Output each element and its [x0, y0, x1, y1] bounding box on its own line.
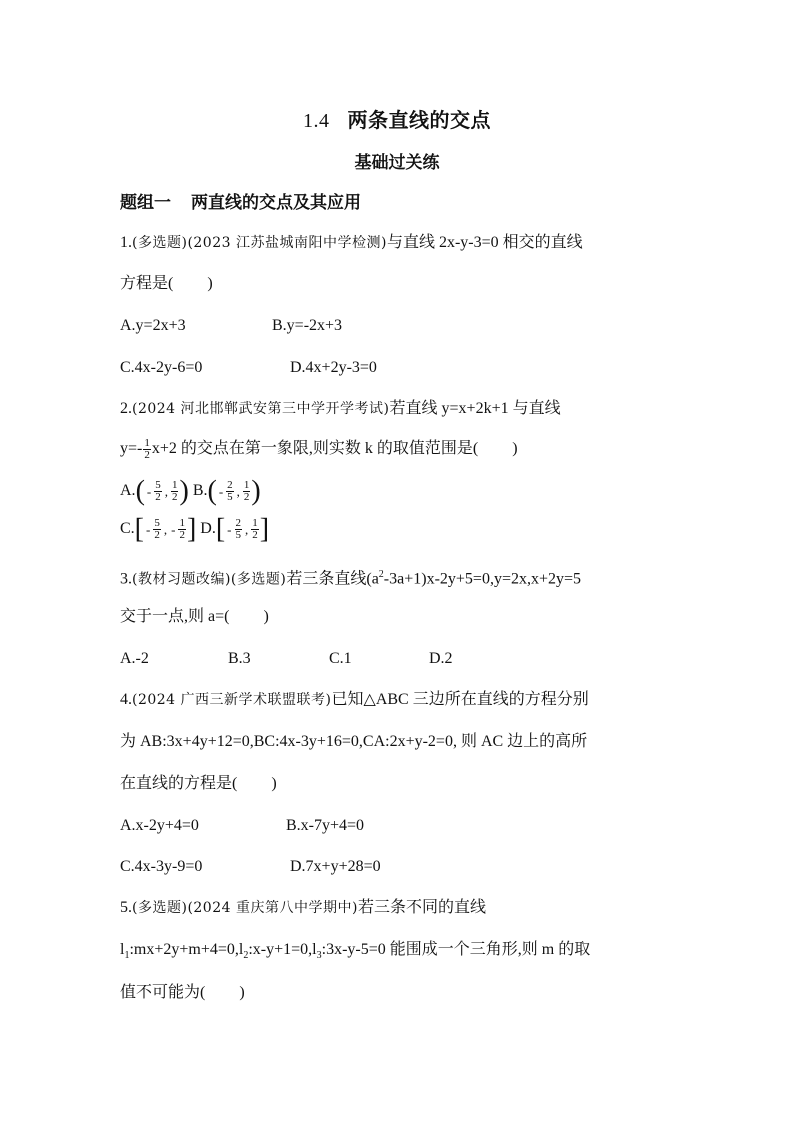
- denominator: 2: [179, 529, 185, 541]
- line-symbol: l: [238, 941, 244, 958]
- question-tag: (多选题): [132, 900, 188, 916]
- question-text: 方程是(: [120, 275, 174, 292]
- comma: ,: [164, 483, 168, 499]
- question-tag: (多选题): [132, 235, 188, 251]
- question-2-line-2: [120, 438, 518, 461]
- option-c: C.4x-2y-6=0: [120, 359, 203, 376]
- question-5-line-1: [120, 897, 486, 919]
- line-symbol: l: [312, 941, 317, 958]
- question-text: 交于一点,则 a=(: [120, 608, 230, 625]
- fraction: [243, 480, 251, 503]
- fraction: [153, 518, 161, 541]
- minus-sign: -: [218, 483, 224, 499]
- fraction: [226, 480, 234, 503]
- question-1-options-cd: [120, 357, 377, 379]
- numerator: 1: [171, 479, 178, 491]
- question-text: :mx+2y+m+4=0,: [129, 941, 239, 958]
- answer-blank-close: ): [512, 440, 518, 458]
- answer-blank-close: ): [271, 775, 277, 792]
- question-1-options-ab: [120, 315, 342, 337]
- question-3-options: [120, 648, 453, 670]
- numerator: 1: [243, 479, 250, 491]
- question-number: 3.: [120, 570, 132, 588]
- question-4-options-ab: [120, 815, 364, 837]
- question-1-line-2: [120, 273, 213, 295]
- denominator: 2: [252, 529, 258, 541]
- question-number: 4.: [120, 691, 132, 708]
- question-2-line-1: [120, 398, 561, 420]
- section-number: 1.4: [303, 110, 330, 132]
- numerator: 2: [227, 479, 233, 491]
- option-d: D.4x+2y-3=0: [290, 359, 377, 376]
- denominator: 2: [243, 491, 250, 503]
- numerator: 1: [252, 517, 258, 529]
- question-text: 为 AB:3x+4y+12=0,BC:4x-3y+16=0,CA:2x+y-2=0, 则 AC 边上的高所: [120, 733, 588, 750]
- question-2-options-cd: C.[ - $\frac{5}{2}$ , - $\frac{1}{2}$ ] D.[ - $\frac{2}{5}$ , $\frac{1}{2}$ ]: [120, 513, 270, 545]
- question-text: 在直线的方程是(: [120, 775, 238, 792]
- subscript: 2: [243, 950, 249, 962]
- subscript: 1: [124, 950, 130, 962]
- question-source: (2024 河北邯郸武安第三中学开学考试): [132, 401, 390, 417]
- question-text: x+2 的交点在第一象限,则实数 k 的取值范围是(: [151, 440, 479, 458]
- question-5-line-2: [120, 939, 590, 967]
- numerator: 5: [155, 479, 161, 491]
- question-tag: (教材习题改编)(多选题): [132, 571, 287, 588]
- comma: ,: [245, 521, 249, 537]
- question-source: (2024 广西三新学术联盟联考): [132, 692, 332, 708]
- comma: ,: [236, 483, 240, 499]
- group-heading: [120, 188, 361, 213]
- question-1-line-1: [120, 232, 583, 254]
- denominator: 2: [155, 491, 161, 503]
- comma: ,: [163, 521, 168, 537]
- question-4-line-2: [120, 731, 587, 753]
- group-title: 两直线的交点及其应用: [191, 193, 361, 212]
- question-text: 若三条直线(a: [286, 570, 379, 588]
- question-text: 已知△ABC 三边所在直线的方程分别: [331, 691, 589, 708]
- numerator: 1: [144, 437, 150, 449]
- question-source: (2023 江苏盐城南阳中学检测): [187, 235, 387, 251]
- question-text: :x-y+1=0,: [248, 941, 313, 958]
- minus-sign: -: [171, 521, 176, 537]
- question-3-line-1: [120, 564, 581, 590]
- denominator: 2: [154, 529, 160, 541]
- denominator: 2: [144, 449, 150, 461]
- subtitle: 基础过关练: [354, 153, 440, 172]
- option-b: B.x-7y+4=0: [286, 817, 365, 834]
- option-a: A.y=2x+3: [120, 317, 186, 334]
- denominator: 5: [227, 491, 233, 503]
- fraction: [235, 518, 243, 541]
- option-d: D.2: [429, 650, 453, 667]
- question-text: y=-: [120, 440, 143, 458]
- minus-sign: -: [227, 521, 232, 537]
- denominator: 5: [235, 529, 241, 541]
- question-text: 若直线 y=x+2k+1 与直线: [389, 400, 561, 417]
- fraction: [143, 438, 151, 461]
- option-a: A.x-2y+4=0: [120, 817, 199, 834]
- subscript: 3: [316, 950, 322, 962]
- fraction: [154, 480, 162, 503]
- option-b: B.y=-2x+3: [272, 317, 343, 334]
- question-number: 2.: [120, 400, 132, 417]
- question-text: :3x-y-5=0 能围成一个三角形,则 m 的取: [321, 941, 591, 958]
- question-4-line-1: [120, 689, 589, 711]
- option-c-label: C.: [120, 520, 135, 538]
- option-b: B.3: [228, 650, 251, 667]
- minus-sign: -: [146, 521, 151, 537]
- question-text: 与直线 2x-y-3=0 相交的直线: [386, 234, 583, 251]
- numerator: 2: [235, 517, 241, 529]
- minus-sign: -: [146, 483, 152, 499]
- question-number: 1.: [120, 234, 132, 251]
- line-symbol: l: [120, 941, 125, 958]
- denominator: 2: [171, 491, 178, 503]
- question-text: 值不可能为(: [120, 984, 206, 1001]
- question-4-line-3: [120, 773, 277, 795]
- question-4-options-cd: [120, 856, 381, 878]
- group-label: 题组一: [120, 193, 171, 212]
- answer-blank-close: ): [263, 608, 269, 625]
- question-source: (2024 重庆第八中学期中): [187, 900, 358, 916]
- question-2-options-ab: A.( - $\frac{5}{2}$ , $\frac{1}{2}$ ) B.( - $\frac{2}{5}$ , $\frac{1}{2}$ ): [120, 475, 261, 507]
- question-number: 5.: [120, 899, 132, 916]
- option-a: A.-2: [120, 650, 149, 667]
- question-text: 若三条不同的直线: [357, 899, 486, 916]
- answer-blank-close: ): [207, 275, 213, 292]
- option-b-label: B.: [192, 482, 208, 500]
- option-c: C.4x-3y-9=0: [120, 858, 203, 875]
- numerator: 5: [154, 517, 160, 529]
- question-text: -3a+1)x-2y+5=0,y=2x,x+2y=5: [383, 570, 582, 588]
- fraction: [251, 518, 259, 541]
- answer-blank-close: ): [239, 984, 245, 1001]
- section-title: [0, 104, 794, 133]
- fraction: [171, 480, 179, 503]
- question-5-line-3: [120, 982, 245, 1004]
- superscript: 2: [378, 569, 384, 580]
- section-title-text: 两条直线的交点: [347, 110, 491, 132]
- option-d-label: D.: [200, 520, 216, 538]
- numerator: 1: [179, 517, 185, 529]
- option-c: C.1: [329, 650, 352, 667]
- option-a-label: A.: [120, 482, 136, 500]
- option-d: D.7x+y+28=0: [290, 858, 381, 875]
- fraction: [178, 518, 186, 541]
- question-3-line-2: [120, 606, 269, 628]
